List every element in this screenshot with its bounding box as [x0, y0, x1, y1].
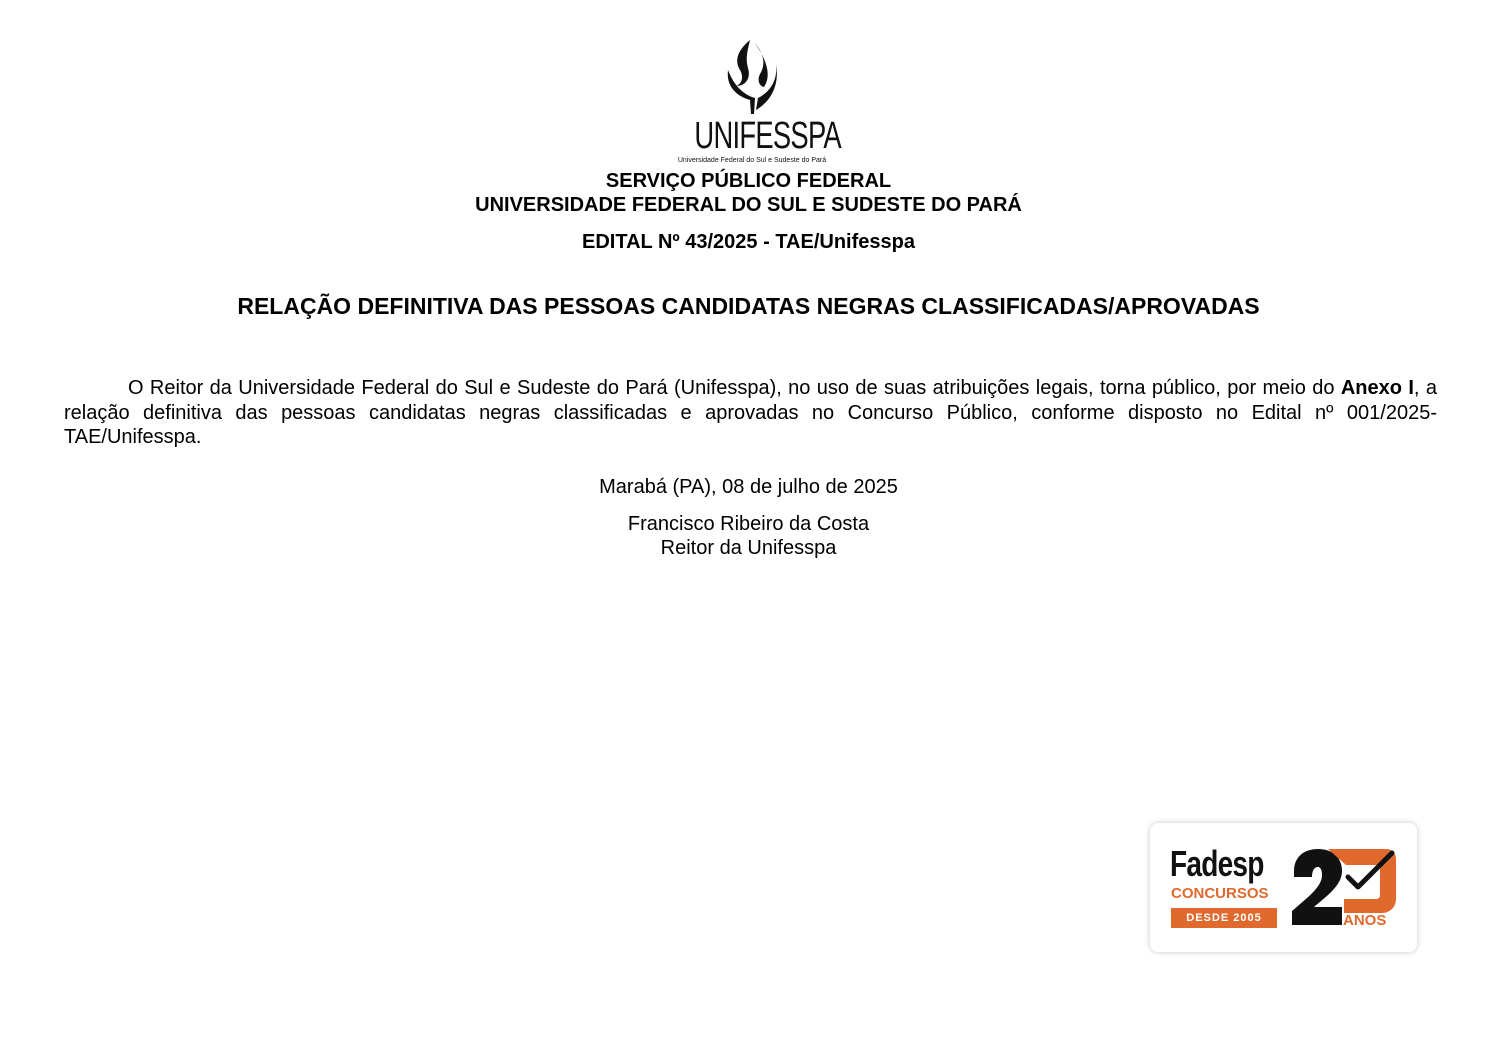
logo-wordmark: UNIFESSPA: [694, 115, 841, 157]
unifesspa-logo: [672, 40, 841, 168]
logo-subtitle: Universidade Federal do Sul e Sudeste do Pará: [677, 157, 827, 164]
signer-role: Reitor da Unifesspa: [660, 537, 837, 559]
fadesp-logo: [1150, 823, 1417, 952]
body-paragraph: [64, 376, 1437, 450]
header-university: UNIVERSIDADE FEDERAL DO SUL E SUDESTE DO PARÁ: [475, 194, 1022, 216]
signer-name: Francisco Ribeiro da Costa: [627, 513, 870, 535]
annex-reference: Anexo I: [1340, 377, 1414, 399]
fadesp-wordmark: Fadesp: [1170, 843, 1264, 884]
edital-number: EDITAL Nº 43/2025 - TAE/Unifesspa: [582, 231, 915, 253]
body-text-part2: , a relação definitiva das pessoas candidatas negras classificadas e aprovadas no Concurso Público, conforme disposto no Edital nº 001/2025-TAE/Unifesspa.: [64, 377, 1437, 448]
place-and-date: Marabá (PA), 08 de julho de 2025: [599, 476, 898, 498]
fadesp-concursos: CONCURSOS: [1171, 885, 1269, 902]
body-text-part1: O Reitor da Universidade Federal do Sul e Sudeste do Pará (Unifesspa), no uso de suas atribuições legais, torna público, por meio do: [128, 377, 1341, 399]
fadesp-anos: ANOS: [1343, 912, 1387, 929]
document-title: RELAÇÃO DEFINITIVA DAS PESSOAS CANDIDATAS NEGRAS CLASSIFICADAS/APROVADAS: [237, 293, 1260, 319]
fadesp-desde-badge: DESDE 2005: [1171, 908, 1277, 928]
flame-icon: [724, 40, 780, 114]
header-service: SERVIÇO PÚBLICO FEDERAL: [605, 170, 892, 192]
